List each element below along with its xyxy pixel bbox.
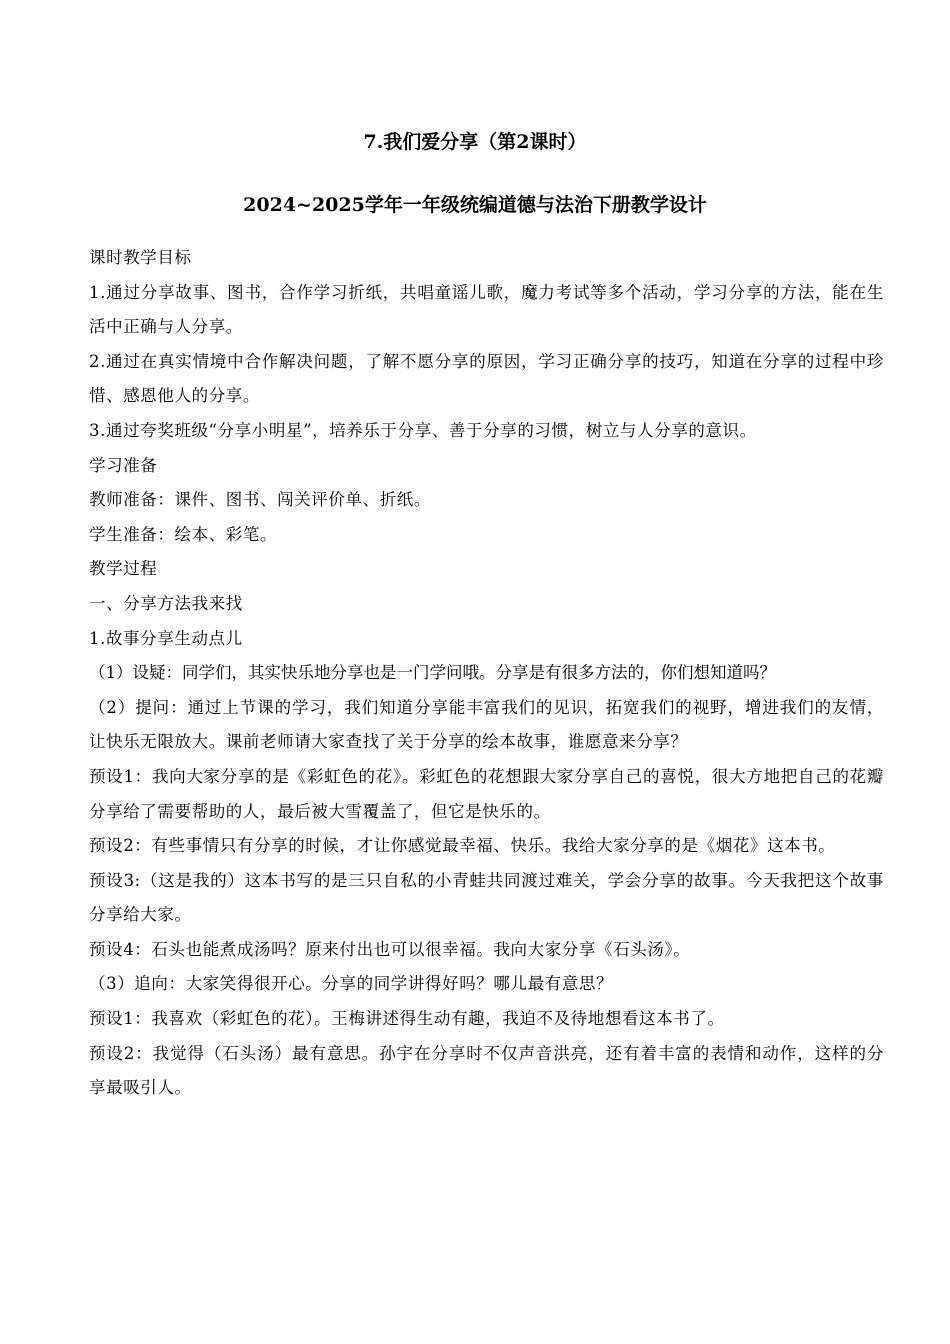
document-title: 7.我们爱分享（第2课时） xyxy=(363,131,587,153)
process-paragraph-3: （3）追向：大家笑得很开心。分享的同学讲得好吗？哪儿最有意思？ xyxy=(89,974,614,994)
process-paragraph-1: （1）设疑：同学们，其实快乐地分享也是一门学问哦。分享是有很多方法的，你们想知道吗？ xyxy=(89,663,776,683)
preset-answer-3: 预设3:（这是我的）这本书写的是三只自私的小青蛙共同渡过难关，学会分享的故事。今天我把这个故事分享给大家。 xyxy=(89,870,884,925)
document-body xyxy=(89,241,889,1106)
preset-answer-1: 预设1：我向大家分享的是《彩虹色的花》。彩虹色的花想跟大家分享自己的喜悦，很大方地把自己的花瓣分享给了需要帮助的人，最后被大雪覆盖了，但它是快乐的。 xyxy=(89,766,884,821)
preset-answer-2: 预设2：有些事情只有分享的时候，才让你感觉最幸福、快乐。我给大家分享的是《烟花》这本书。 xyxy=(89,836,836,856)
section-heading-process: 教学过程 xyxy=(89,559,158,579)
objective-paragraph-1: 1.通过分享故事、图书，合作学习折纸，共唱童谣儿歌，魔力考试等多个活动，学习分享的方法，能在生活中正确与人分享。 xyxy=(89,282,884,337)
objective-paragraph-3: 3.通过夸奖班级“分享小明星”，培养乐于分享、善于分享的习惯，树立与人分享的意识。 xyxy=(89,420,757,440)
preset-answer-6: 预设2：我觉得（石头汤）最有意思。孙宇在分享时不仅声音洪亮，还有着丰富的表情和动作，这样的分享最吸引人。 xyxy=(89,1043,884,1098)
objective-paragraph-2: 2.通过在真实情境中合作解决问题，了解不愿分享的原因，学习正确分享的技巧，知道在分享的过程中珍惜、感恩他人的分享。 xyxy=(89,351,884,406)
section-heading-objectives: 课时教学目标 xyxy=(89,248,192,267)
student-preparation: 学生准备：绘本、彩笔。 xyxy=(89,524,278,544)
preset-answer-5: 预设1：我喜欢（彩虹色的花）。王梅讲述得生动有趣，我迫不及待地想看这本书了。 xyxy=(89,1009,725,1029)
process-paragraph-2: （2）提问：通过上节课的学习，我们知道分享能丰富我们的见识，拓宽我们的视野，增进我们的友情，让快乐无限放大。课前老师请大家查找了关于分享的绘本故事，谁愿意来分享？ xyxy=(89,697,884,752)
process-step-1-heading: 1.故事分享生动点儿 xyxy=(89,628,243,648)
preset-answer-4: 预设4：石头也能煮成汤吗？原来付出也可以很幸福。我向大家分享《石头汤》。 xyxy=(89,939,691,959)
process-part-1-heading: 一、分享方法我来找 xyxy=(89,593,243,613)
teacher-preparation: 教师准备：课件、图书、闯关评价单、折纸。 xyxy=(89,490,431,510)
document-subtitle: 2024~2025学年一年级统编道德与法治下册教学设计 xyxy=(243,194,707,216)
section-heading-preparation: 学习准备 xyxy=(89,455,158,475)
